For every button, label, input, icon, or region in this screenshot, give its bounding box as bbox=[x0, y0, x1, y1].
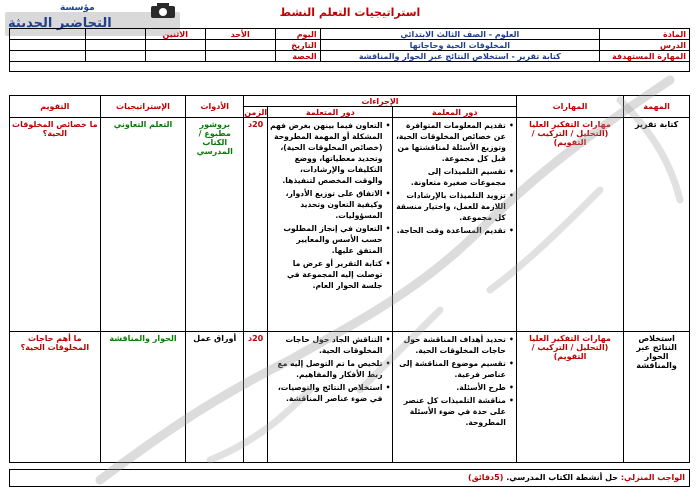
list-item: • طرح الأسئلة. bbox=[395, 382, 513, 393]
list-item: • تقسيم التلميذات إلى مجموعات صغيرة متعاونة. bbox=[395, 166, 513, 188]
tools-cell: أوراق عمل bbox=[186, 332, 244, 463]
subject-value: العلوم - الصف الثالث الابتدائي bbox=[320, 29, 600, 40]
target-skill-label: المهارة المستهدفة bbox=[600, 51, 690, 62]
homework-label: الواجب المنزلي: bbox=[620, 473, 685, 482]
list-item: • كتابة التقرير أو عرض ما توصلت إليه المجموعة في جلسة الحوار العام. bbox=[270, 258, 390, 291]
empty-cell bbox=[85, 29, 145, 40]
list-item: • التعاون فيما بينهن بغرض فهم المشكلة أو المهمة المطروحة (خصائص المخلوقات الحية)، وتحديد معطياتها، ووضع التكليفات والإرشادات، والوقت المخصص لتنفيذها. bbox=[270, 120, 390, 186]
skills-sub: (التحليل / التركيب / التقويم) bbox=[531, 343, 609, 361]
empty-cell bbox=[85, 51, 145, 62]
col-strategies: الإستراتيجيات bbox=[100, 96, 186, 118]
list-item: • التعاون في إنجاز المطلوب حسب الأسس والمعايير المتفق عليها. bbox=[270, 223, 390, 256]
empty-cell bbox=[145, 51, 205, 62]
skills-cell bbox=[516, 332, 623, 463]
subject-label: المادة bbox=[600, 29, 690, 40]
period-label: الحصة bbox=[275, 51, 320, 62]
empty-cell bbox=[205, 40, 275, 51]
logo-small-text: مؤسسة bbox=[60, 3, 95, 13]
lesson-table bbox=[9, 95, 690, 463]
empty-cell bbox=[145, 40, 205, 51]
col-skills: المهارات bbox=[516, 96, 623, 118]
homework-bar bbox=[9, 469, 690, 487]
list-item: • استخلاص النتائج والتوصيات، في ضوء عناصر المناقشة. bbox=[270, 382, 390, 404]
lesson-label: الدرس bbox=[600, 40, 690, 51]
list-item: • تزويد التلميذات بالإرشادات اللازمة للعمل، واختيار منسقة كل مجموعة. bbox=[395, 190, 513, 223]
empty-cell bbox=[10, 51, 86, 62]
col-procedures: الإجراءات bbox=[244, 96, 517, 107]
student-role-cell bbox=[268, 332, 393, 463]
time-cell: 20د bbox=[244, 118, 268, 332]
skills-cell bbox=[516, 118, 623, 332]
list-item: • مناقشة التلميذات كل عنصر على حدة في ضوء الأسئلة المطروحة. bbox=[395, 395, 513, 428]
date-label: التاريخ bbox=[275, 40, 320, 51]
time-cell: 20د bbox=[244, 332, 268, 463]
day-sun: الأحد bbox=[205, 29, 275, 40]
evaluation-cell: ما أهم حاجات المخلوقات الحية؟ bbox=[10, 332, 101, 463]
page-title: استراتيجيات التعلم النشط bbox=[279, 6, 421, 19]
empty-cell bbox=[10, 29, 86, 40]
student-role-cell bbox=[268, 118, 393, 332]
list-item: • الاتفاق على توزيع الأدوار، وكيفية التعاون وتحديد المسؤوليات. bbox=[270, 188, 390, 221]
logo-main-text: التحاضير الحديثة bbox=[8, 16, 112, 31]
list-item: • تقديم المعلومات المتوافرة عن خصائص المخلوقات الحية، وتوزيع الأسئلة لمناقشتها من قبل كل مجموعة. bbox=[395, 120, 513, 164]
teacher-role-cell bbox=[393, 332, 516, 463]
col-tools: الأدوات bbox=[186, 96, 244, 118]
col-student-role: دور المتعلمة bbox=[268, 107, 393, 118]
homework-text: حل أنشطة الكتاب المدرسي. bbox=[506, 473, 619, 482]
empty-cell bbox=[205, 51, 275, 62]
day-label: اليوم bbox=[275, 29, 320, 40]
list-item: • تقسيم موضوع المناقشة إلى عناصر فرعية. bbox=[395, 358, 513, 380]
empty-cell bbox=[85, 40, 145, 51]
strategy-cell: التعلم التعاوني bbox=[100, 118, 186, 332]
homework-time: (5دقائق) bbox=[467, 473, 504, 482]
header-table bbox=[9, 28, 690, 72]
teacher-role-cell bbox=[393, 118, 516, 332]
skills-main: مهارات التفكير العليا bbox=[529, 120, 611, 129]
col-task: المهمة bbox=[624, 96, 690, 118]
list-item: • التناقش الجاد حول حاجات المخلوقات الحية. bbox=[270, 334, 390, 356]
list-item: • تقديم المساعدة وقت الحاجة. bbox=[395, 225, 513, 236]
task-cell: كتابة تقرير bbox=[624, 118, 690, 332]
stamp-icon bbox=[148, 2, 178, 22]
skills-main: مهارات التفكير العليا bbox=[529, 334, 611, 343]
empty-row bbox=[10, 62, 690, 72]
col-teacher-role: دور المعلمة bbox=[393, 107, 516, 118]
lesson-value: المخلوقات الحية وحاجاتها bbox=[320, 40, 600, 51]
strategy-cell: الحوار والمناقشة bbox=[100, 332, 186, 463]
task-cell: استخلاص النتائج عبر الحوار والمناقشة bbox=[624, 332, 690, 463]
list-item: • تلخيص ما تم التوصل إليه مع ربط الأفكار والمفاهيم. bbox=[270, 358, 390, 380]
col-evaluation: التقويم bbox=[10, 96, 101, 118]
col-time: الزمن bbox=[244, 107, 268, 117]
evaluation-cell: ما خصائص المخلوقات الحية؟ bbox=[10, 118, 101, 332]
target-skill-value: كتابة تقرير - استخلاص النتائج عبر الحوار والمناقشة bbox=[320, 51, 600, 62]
empty-cell bbox=[10, 40, 86, 51]
list-item: • تحديد أهداف المناقشة حول حاجات المخلوقات الحية. bbox=[395, 334, 513, 356]
skills-sub: (التحليل / التركيب / التقويم) bbox=[531, 129, 609, 147]
tools-cell: بروشور مطبوع / الكتاب المدرسي bbox=[186, 118, 244, 332]
day-mon: الاثنين bbox=[145, 29, 205, 40]
